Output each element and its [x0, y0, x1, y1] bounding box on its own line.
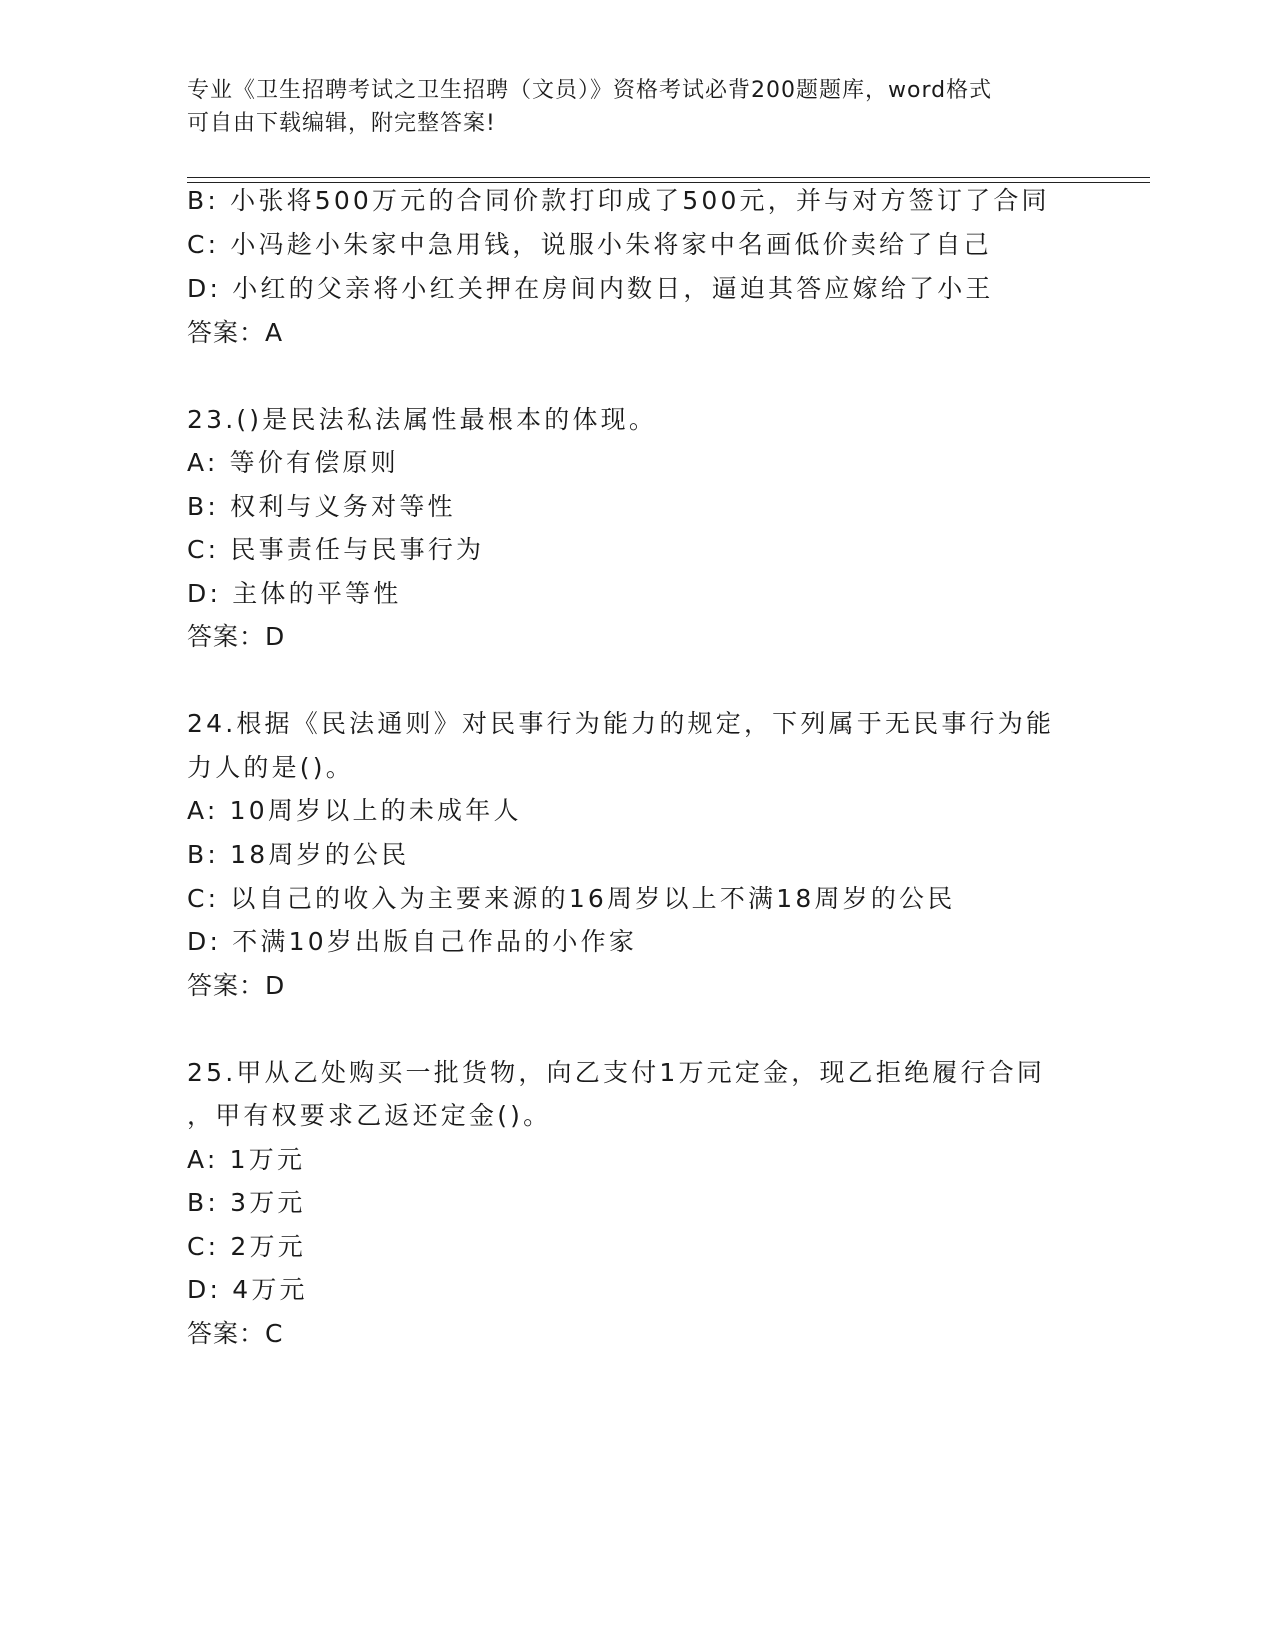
- header-line-2: 可自由下载编辑，附完整答案!: [187, 111, 496, 136]
- question-stem-continued: 力人的是()。: [187, 753, 354, 782]
- answer: 答案：D: [187, 971, 286, 1000]
- question-stem: 25.甲从乙处购买一批货物，向乙支付1万元定金，现乙拒绝履行合同: [187, 1058, 1046, 1087]
- document-header: [187, 74, 1087, 140]
- option-d: D: 主体的平等性: [187, 579, 402, 608]
- header-rule-bottom: [187, 182, 1150, 183]
- answer: 答案：C: [187, 1319, 284, 1348]
- question-stem: 23.()是民法私法属性最根本的体现。: [187, 405, 658, 434]
- option-c: C: 小冯趁小朱家中急用钱，说服小朱将家中名画低价卖给了自己: [187, 230, 992, 259]
- option-d: D: 4万元: [187, 1275, 308, 1304]
- option-d: D: 小红的父亲将小红关押在房间内数日，逼迫其答应嫁给了小王: [187, 274, 994, 303]
- option-d: D: 不满10岁出版自己作品的小作家: [187, 927, 638, 956]
- option-c: C: 民事责任与民事行为: [187, 535, 485, 564]
- header-line-1: 专业《卫生招聘考试之卫生招聘（文员）》资格考试必背200题题库，word格式: [187, 78, 993, 103]
- option-b: B: 小张将500万元的合同价款打印成了500元，并与对方签订了合同: [187, 186, 1050, 215]
- option-b: B: 3万元: [187, 1188, 306, 1217]
- question-stem: 24.根据《民法通则》对民事行为能力的规定，下列属于无民事行为能: [187, 709, 1055, 738]
- option-b: B: 18周岁的公民: [187, 840, 410, 869]
- answer: 答案：D: [187, 622, 286, 651]
- question-stem-continued: ，甲有权要求乙返还定金()。: [187, 1101, 552, 1130]
- header-rule-top: [187, 177, 1150, 178]
- answer: 答案：A: [187, 318, 284, 347]
- option-a: A: 等价有偿原则: [187, 448, 399, 477]
- option-c: C: 以自己的收入为主要来源的16周岁以上不满18周岁的公民: [187, 884, 956, 913]
- option-a: A: 1万元: [187, 1145, 306, 1174]
- option-b: B: 权利与义务对等性: [187, 492, 456, 521]
- option-a: A: 10周岁以上的未成年人: [187, 796, 522, 825]
- option-c: C: 2万元: [187, 1232, 306, 1261]
